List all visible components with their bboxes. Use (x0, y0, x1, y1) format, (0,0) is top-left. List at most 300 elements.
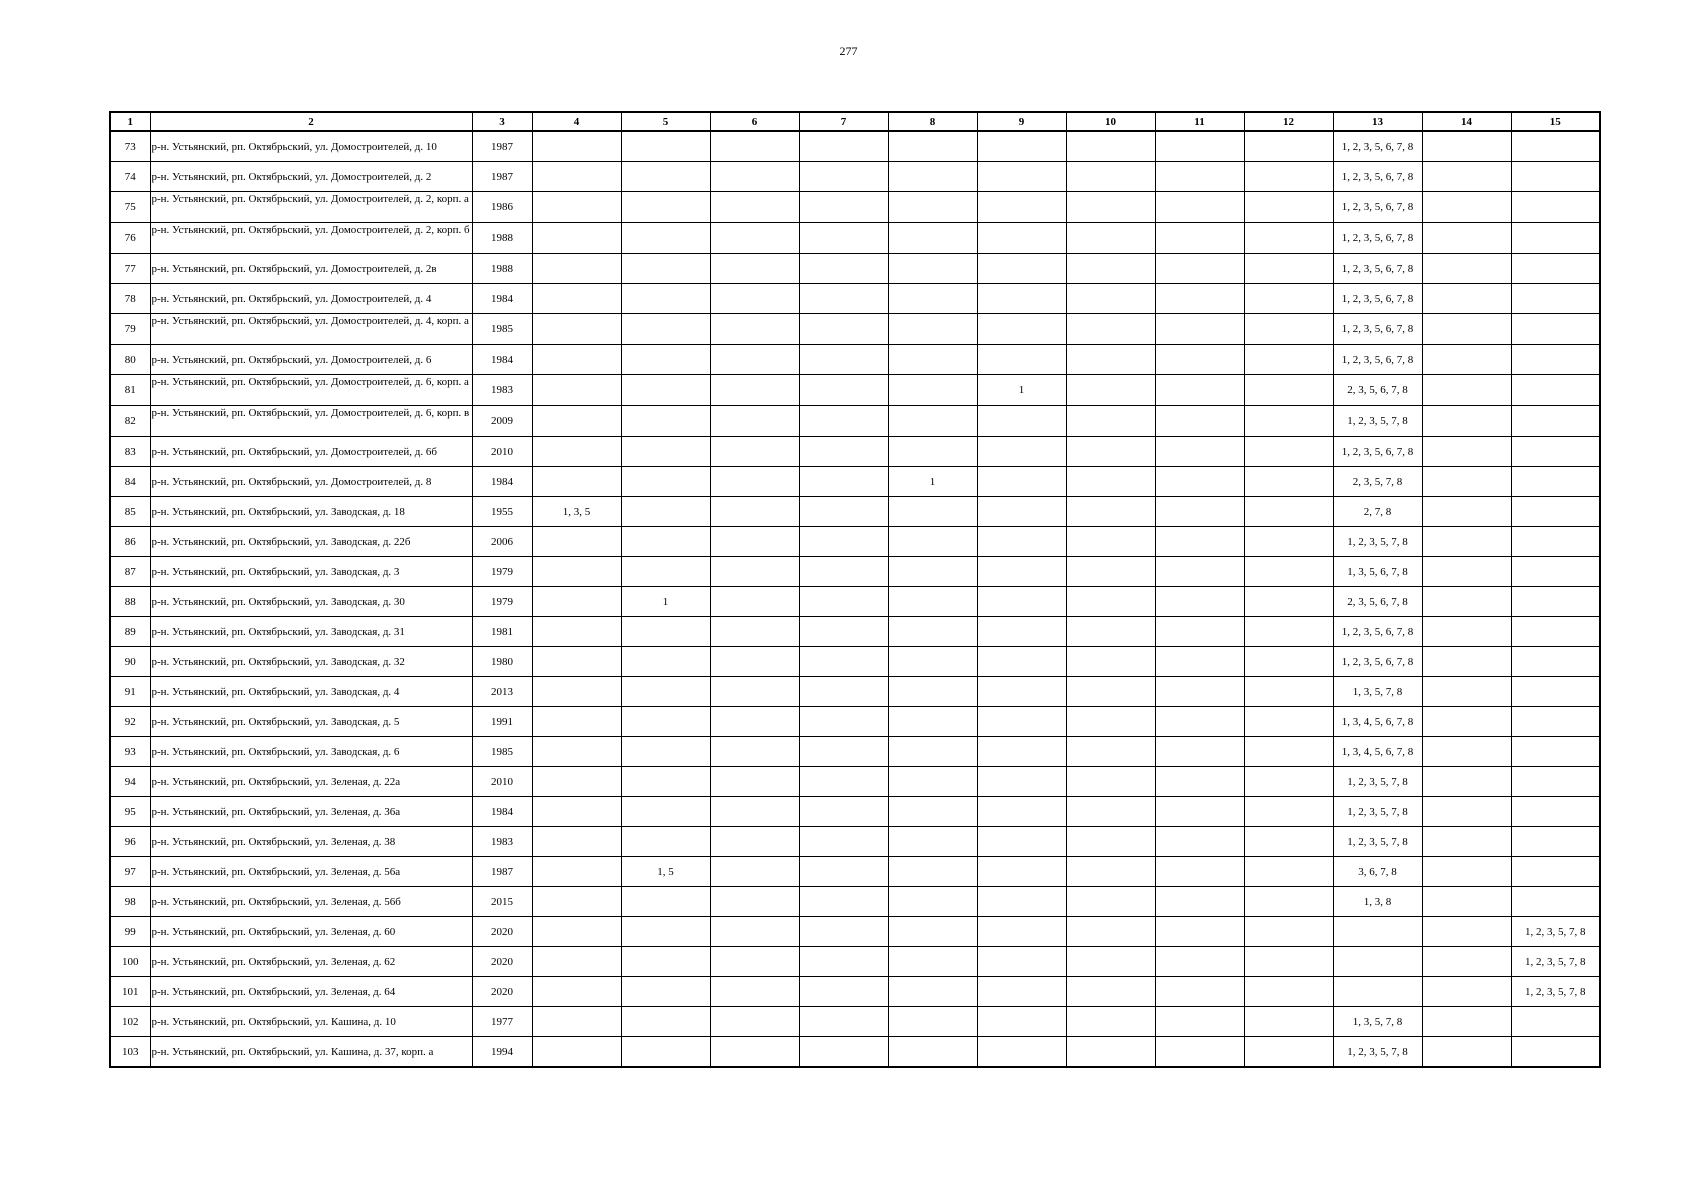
column-7-cell (799, 527, 888, 557)
table-row (110, 345, 1600, 375)
column-7-cell (799, 406, 888, 437)
address-cell: р-н. Устьянский, рп. Октябрьский, ул. Зеленая, д. 60 (150, 917, 472, 947)
column-11-cell (1155, 437, 1244, 467)
column-13-cell (1333, 977, 1422, 1007)
year-cell: 2013 (472, 677, 532, 707)
column-4-cell (532, 767, 621, 797)
column-7-cell (799, 737, 888, 767)
column-12-cell (1244, 162, 1333, 192)
column-6-cell (710, 947, 799, 977)
column-11-cell (1155, 345, 1244, 375)
column-14-cell (1422, 707, 1511, 737)
column-5-cell (621, 737, 710, 767)
column-14-cell (1422, 375, 1511, 406)
column-6-cell (710, 737, 799, 767)
column-4-cell (532, 254, 621, 284)
column-4-cell (532, 557, 621, 587)
column-8-cell (888, 131, 977, 162)
year-cell: 2010 (472, 767, 532, 797)
column-8-cell (888, 767, 977, 797)
column-11-cell (1155, 797, 1244, 827)
column-9-cell (977, 617, 1066, 647)
column-11-cell (1155, 406, 1244, 437)
address-cell: р-н. Устьянский, рп. Октябрьский, ул. Домостроителей, д. 6б (150, 437, 472, 467)
column-8-cell (888, 527, 977, 557)
column-6-cell (710, 707, 799, 737)
column-11-cell (1155, 977, 1244, 1007)
column-11-cell (1155, 617, 1244, 647)
column-8-cell (888, 345, 977, 375)
table-body (110, 131, 1600, 1067)
column-8-cell (888, 917, 977, 947)
table-row (110, 857, 1600, 887)
column-8-cell (888, 375, 977, 406)
column-10-cell (1066, 1037, 1155, 1068)
column-12-cell (1244, 797, 1333, 827)
column-7-cell (799, 707, 888, 737)
column-8-cell (888, 1037, 977, 1068)
year-cell: 1994 (472, 1037, 532, 1068)
column-4-cell (532, 797, 621, 827)
column-8-cell (888, 162, 977, 192)
address-cell: р-н. Устьянский, рп. Октябрьский, ул. Зеленая, д. 56б (150, 887, 472, 917)
address-cell: р-н. Устьянский, рп. Октябрьский, ул. Заводская, д. 31 (150, 617, 472, 647)
address-cell: р-н. Устьянский, рп. Октябрьский, ул. Кашина, д. 10 (150, 1007, 472, 1037)
column-9-cell (977, 887, 1066, 917)
column-11-cell (1155, 707, 1244, 737)
column-5-cell (621, 797, 710, 827)
column-14-cell (1422, 345, 1511, 375)
column-6-cell (710, 857, 799, 887)
column-13-cell: 1, 3, 4, 5, 6, 7, 8 (1333, 707, 1422, 737)
column-12-cell (1244, 557, 1333, 587)
column-14-cell (1422, 223, 1511, 254)
column-13-cell: 1, 2, 3, 5, 6, 7, 8 (1333, 617, 1422, 647)
column-5-cell (621, 527, 710, 557)
column-4-cell (532, 917, 621, 947)
column-12-cell (1244, 1037, 1333, 1068)
column-10-cell (1066, 254, 1155, 284)
column-14-cell (1422, 131, 1511, 162)
table-row (110, 797, 1600, 827)
column-15-cell (1511, 192, 1600, 223)
column-9-cell (977, 827, 1066, 857)
column-15-cell (1511, 737, 1600, 767)
column-header-10: 10 (1066, 112, 1155, 131)
column-11-cell (1155, 254, 1244, 284)
column-14-cell (1422, 647, 1511, 677)
column-11-cell (1155, 314, 1244, 345)
column-15-cell (1511, 284, 1600, 314)
column-9-cell (977, 223, 1066, 254)
row-number-cell: 89 (110, 617, 150, 647)
row-number-cell: 95 (110, 797, 150, 827)
page-number: 277 (839, 44, 858, 58)
column-11-cell (1155, 887, 1244, 917)
column-header-8: 8 (888, 112, 977, 131)
column-10-cell (1066, 192, 1155, 223)
row-number-cell: 81 (110, 375, 150, 406)
address-cell: р-н. Устьянский, рп. Октябрьский, ул. Домостроителей, д. 2, корп. а (150, 192, 472, 223)
column-11-cell (1155, 737, 1244, 767)
table-row (110, 707, 1600, 737)
column-header-3: 3 (472, 112, 532, 131)
column-4-cell (532, 887, 621, 917)
column-15-cell (1511, 827, 1600, 857)
column-7-cell (799, 192, 888, 223)
column-4-cell (532, 437, 621, 467)
year-cell: 2020 (472, 977, 532, 1007)
column-4-cell (532, 647, 621, 677)
year-cell: 1984 (472, 467, 532, 497)
column-header-1: 1 (110, 112, 150, 131)
column-6-cell (710, 587, 799, 617)
table-row (110, 527, 1600, 557)
column-14-cell (1422, 467, 1511, 497)
column-12-cell (1244, 827, 1333, 857)
column-4-cell (532, 977, 621, 1007)
column-4-cell (532, 345, 621, 375)
column-4-cell (532, 527, 621, 557)
row-number-cell: 83 (110, 437, 150, 467)
column-10-cell (1066, 887, 1155, 917)
column-9-cell (977, 557, 1066, 587)
column-13-cell (1333, 917, 1422, 947)
column-10-cell (1066, 497, 1155, 527)
column-15-cell (1511, 437, 1600, 467)
address-cell: р-н. Устьянский, рп. Октябрьский, ул. Заводская, д. 30 (150, 587, 472, 617)
column-11-cell (1155, 557, 1244, 587)
column-header-9: 9 (977, 112, 1066, 131)
column-13-cell (1333, 947, 1422, 977)
column-5-cell (621, 827, 710, 857)
address-cell: р-н. Устьянский, рп. Октябрьский, ул. Зеленая, д. 36а (150, 797, 472, 827)
column-8-cell: 1 (888, 467, 977, 497)
column-11-cell (1155, 497, 1244, 527)
column-8-cell (888, 677, 977, 707)
column-12-cell (1244, 254, 1333, 284)
row-number-cell: 75 (110, 192, 150, 223)
address-cell: р-н. Устьянский, рп. Октябрьский, ул. Домостроителей, д. 6, корп. а (150, 375, 472, 406)
column-13-cell: 1, 2, 3, 5, 7, 8 (1333, 1037, 1422, 1068)
column-11-cell (1155, 467, 1244, 497)
column-14-cell (1422, 737, 1511, 767)
column-13-cell: 1, 2, 3, 5, 6, 7, 8 (1333, 314, 1422, 345)
year-cell: 1987 (472, 162, 532, 192)
column-15-cell (1511, 707, 1600, 737)
column-11-cell (1155, 587, 1244, 617)
column-12-cell (1244, 314, 1333, 345)
column-14-cell (1422, 557, 1511, 587)
column-12-cell (1244, 617, 1333, 647)
column-4-cell (532, 587, 621, 617)
column-12-cell (1244, 887, 1333, 917)
table-row (110, 587, 1600, 617)
address-cell: р-н. Устьянский, рп. Октябрьский, ул. Заводская, д. 4 (150, 677, 472, 707)
column-8-cell (888, 437, 977, 467)
column-7-cell (799, 857, 888, 887)
column-6-cell (710, 345, 799, 375)
column-header-11: 11 (1155, 112, 1244, 131)
column-8-cell (888, 284, 977, 314)
column-13-cell: 1, 2, 3, 5, 7, 8 (1333, 797, 1422, 827)
column-7-cell (799, 437, 888, 467)
column-6-cell (710, 527, 799, 557)
column-7-cell (799, 131, 888, 162)
column-14-cell (1422, 947, 1511, 977)
column-4-cell (532, 707, 621, 737)
column-header-12: 12 (1244, 112, 1333, 131)
column-10-cell (1066, 131, 1155, 162)
table-row (110, 284, 1600, 314)
table-row (110, 254, 1600, 284)
column-13-cell: 1, 2, 3, 5, 7, 8 (1333, 827, 1422, 857)
column-5-cell (621, 977, 710, 1007)
column-5-cell (621, 557, 710, 587)
column-10-cell (1066, 737, 1155, 767)
column-14-cell (1422, 284, 1511, 314)
column-13-cell: 1, 3, 5, 7, 8 (1333, 677, 1422, 707)
column-12-cell (1244, 1007, 1333, 1037)
column-4-cell (532, 375, 621, 406)
table-row (110, 375, 1600, 406)
column-11-cell (1155, 857, 1244, 887)
year-cell: 1984 (472, 797, 532, 827)
column-9-cell (977, 587, 1066, 617)
column-8-cell (888, 192, 977, 223)
column-12-cell (1244, 527, 1333, 557)
column-10-cell (1066, 527, 1155, 557)
column-11-cell (1155, 767, 1244, 797)
housing-registry-table (109, 111, 1601, 1068)
year-cell: 1988 (472, 223, 532, 254)
column-14-cell (1422, 406, 1511, 437)
address-cell: р-н. Устьянский, рп. Октябрьский, ул. Домостроителей, д. 10 (150, 131, 472, 162)
column-13-cell: 1, 2, 3, 5, 6, 7, 8 (1333, 223, 1422, 254)
row-number-cell: 91 (110, 677, 150, 707)
column-7-cell (799, 977, 888, 1007)
column-7-cell (799, 677, 888, 707)
column-8-cell (888, 617, 977, 647)
column-11-cell (1155, 527, 1244, 557)
column-6-cell (710, 162, 799, 192)
column-10-cell (1066, 947, 1155, 977)
column-5-cell (621, 647, 710, 677)
column-8-cell (888, 557, 977, 587)
column-5-cell (621, 1007, 710, 1037)
year-cell: 2006 (472, 527, 532, 557)
column-9-cell (977, 437, 1066, 467)
column-9-cell (977, 284, 1066, 314)
column-10-cell (1066, 707, 1155, 737)
column-15-cell (1511, 131, 1600, 162)
year-cell: 1983 (472, 375, 532, 406)
address-cell: р-н. Устьянский, рп. Октябрьский, ул. Заводская, д. 6 (150, 737, 472, 767)
column-8-cell (888, 406, 977, 437)
column-12-cell (1244, 131, 1333, 162)
column-6-cell (710, 254, 799, 284)
column-6-cell (710, 617, 799, 647)
year-cell: 1979 (472, 587, 532, 617)
column-6-cell (710, 977, 799, 1007)
table-row (110, 1037, 1600, 1068)
column-12-cell (1244, 437, 1333, 467)
row-number-cell: 97 (110, 857, 150, 887)
column-10-cell (1066, 557, 1155, 587)
column-7-cell (799, 647, 888, 677)
row-number-cell: 84 (110, 467, 150, 497)
column-5-cell (621, 406, 710, 437)
address-cell: р-н. Устьянский, рп. Октябрьский, ул. Заводская, д. 22б (150, 527, 472, 557)
column-4-cell (532, 947, 621, 977)
column-5-cell (621, 467, 710, 497)
column-9-cell (977, 162, 1066, 192)
table-row (110, 677, 1600, 707)
column-8-cell (888, 497, 977, 527)
column-13-cell: 1, 2, 3, 5, 7, 8 (1333, 527, 1422, 557)
column-15-cell: 1, 2, 3, 5, 7, 8 (1511, 977, 1600, 1007)
year-cell: 2010 (472, 437, 532, 467)
column-5-cell (621, 947, 710, 977)
column-4-cell (532, 284, 621, 314)
row-number-cell: 94 (110, 767, 150, 797)
column-7-cell (799, 827, 888, 857)
column-10-cell (1066, 917, 1155, 947)
row-number-cell: 73 (110, 131, 150, 162)
column-10-cell (1066, 677, 1155, 707)
column-15-cell (1511, 797, 1600, 827)
column-5-cell (621, 617, 710, 647)
column-15-cell (1511, 406, 1600, 437)
column-13-cell: 1, 2, 3, 5, 6, 7, 8 (1333, 284, 1422, 314)
column-5-cell (621, 284, 710, 314)
column-14-cell (1422, 887, 1511, 917)
address-cell: р-н. Устьянский, рп. Октябрьский, ул. Домостроителей, д. 2, корп. б (150, 223, 472, 254)
address-cell: р-н. Устьянский, рп. Октябрьский, ул. Домостроителей, д. 4 (150, 284, 472, 314)
column-14-cell (1422, 437, 1511, 467)
column-14-cell (1422, 162, 1511, 192)
year-cell: 1979 (472, 557, 532, 587)
column-14-cell (1422, 254, 1511, 284)
address-cell: р-н. Устьянский, рп. Октябрьский, ул. Домостроителей, д. 8 (150, 467, 472, 497)
column-10-cell (1066, 437, 1155, 467)
column-12-cell (1244, 977, 1333, 1007)
year-cell: 2015 (472, 887, 532, 917)
column-13-cell: 2, 7, 8 (1333, 497, 1422, 527)
year-cell: 1955 (472, 497, 532, 527)
address-cell: р-н. Устьянский, рп. Октябрьский, ул. Заводская, д. 18 (150, 497, 472, 527)
column-7-cell (799, 1007, 888, 1037)
column-13-cell: 2, 3, 5, 6, 7, 8 (1333, 375, 1422, 406)
column-6-cell (710, 223, 799, 254)
column-15-cell (1511, 677, 1600, 707)
column-header-7: 7 (799, 112, 888, 131)
year-cell: 1980 (472, 647, 532, 677)
column-6-cell (710, 1037, 799, 1068)
column-9-cell (977, 406, 1066, 437)
column-15-cell (1511, 254, 1600, 284)
column-header-6: 6 (710, 112, 799, 131)
column-header-15: 15 (1511, 112, 1600, 131)
row-number-cell: 98 (110, 887, 150, 917)
table-row (110, 467, 1600, 497)
column-10-cell (1066, 617, 1155, 647)
column-12-cell (1244, 345, 1333, 375)
column-4-cell (532, 223, 621, 254)
address-cell: р-н. Устьянский, рп. Октябрьский, ул. Домостроителей, д. 2 (150, 162, 472, 192)
table-row (110, 737, 1600, 767)
column-9-cell (977, 345, 1066, 375)
column-6-cell (710, 437, 799, 467)
table-row (110, 887, 1600, 917)
column-7-cell (799, 767, 888, 797)
column-7-cell (799, 254, 888, 284)
column-12-cell (1244, 192, 1333, 223)
column-5-cell (621, 345, 710, 375)
column-7-cell (799, 223, 888, 254)
column-8-cell (888, 977, 977, 1007)
column-14-cell (1422, 677, 1511, 707)
column-8-cell (888, 587, 977, 617)
column-11-cell (1155, 223, 1244, 254)
column-12-cell (1244, 647, 1333, 677)
year-cell: 1983 (472, 827, 532, 857)
column-13-cell: 1, 3, 4, 5, 6, 7, 8 (1333, 737, 1422, 767)
column-10-cell (1066, 827, 1155, 857)
row-number-cell: 80 (110, 345, 150, 375)
column-10-cell (1066, 284, 1155, 314)
column-4-cell (532, 162, 621, 192)
column-6-cell (710, 917, 799, 947)
column-13-cell: 2, 3, 5, 6, 7, 8 (1333, 587, 1422, 617)
column-6-cell (710, 192, 799, 223)
column-7-cell (799, 1037, 888, 1068)
column-10-cell (1066, 767, 1155, 797)
column-9-cell (977, 917, 1066, 947)
year-cell: 1988 (472, 254, 532, 284)
column-13-cell: 1, 2, 3, 5, 6, 7, 8 (1333, 162, 1422, 192)
column-9-cell (977, 857, 1066, 887)
column-9-cell (977, 647, 1066, 677)
year-cell: 1985 (472, 314, 532, 345)
row-number-cell: 86 (110, 527, 150, 557)
column-10-cell (1066, 467, 1155, 497)
column-6-cell (710, 767, 799, 797)
column-6-cell (710, 797, 799, 827)
column-12-cell (1244, 707, 1333, 737)
row-number-cell: 99 (110, 917, 150, 947)
column-12-cell (1244, 284, 1333, 314)
column-11-cell (1155, 162, 1244, 192)
address-cell: р-н. Устьянский, рп. Октябрьский, ул. Кашина, д. 37, корп. а (150, 1037, 472, 1068)
column-11-cell (1155, 677, 1244, 707)
column-12-cell (1244, 737, 1333, 767)
column-12-cell (1244, 767, 1333, 797)
column-14-cell (1422, 917, 1511, 947)
column-5-cell (621, 131, 710, 162)
column-4-cell (532, 737, 621, 767)
column-14-cell (1422, 977, 1511, 1007)
column-10-cell (1066, 1007, 1155, 1037)
row-number-cell: 103 (110, 1037, 150, 1068)
year-cell: 1987 (472, 131, 532, 162)
column-5-cell (621, 192, 710, 223)
address-cell: р-н. Устьянский, рп. Октябрьский, ул. Зеленая, д. 64 (150, 977, 472, 1007)
row-number-cell: 82 (110, 406, 150, 437)
column-14-cell (1422, 1007, 1511, 1037)
column-15-cell (1511, 857, 1600, 887)
column-5-cell (621, 917, 710, 947)
